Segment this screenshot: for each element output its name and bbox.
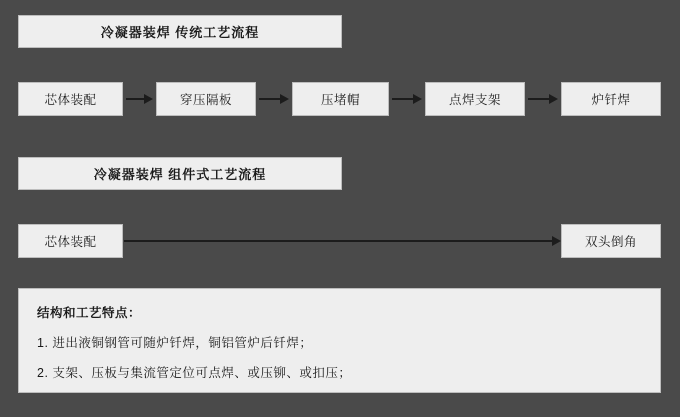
- process-box-core-assembly-2: [18, 224, 123, 258]
- notes-title: 结构和工艺特点：: [37, 306, 142, 320]
- process-box-label: 炉钎焊: [591, 93, 631, 107]
- process-box-core-assembly-1: [18, 82, 123, 116]
- process-box-label: 芯体装配: [44, 235, 97, 249]
- process-box-label: 穿压隔板: [179, 93, 232, 107]
- arrow-line: [392, 98, 413, 100]
- section-title-modular: [18, 157, 342, 190]
- flow-arrow-1: [126, 95, 153, 103]
- arrow-line: [259, 98, 280, 100]
- arrow-head: [552, 236, 561, 246]
- process-box-label: 双头倒角: [584, 235, 637, 249]
- process-box-label: 芯体装配: [44, 93, 97, 107]
- flow-arrow-3: [392, 95, 422, 103]
- arrow-line: [126, 98, 144, 100]
- process-box-label: 点焊支架: [448, 93, 501, 107]
- process-box-furnace-brazing: [561, 82, 661, 116]
- flow-arrow-4: [528, 95, 558, 103]
- arrow-head: [280, 94, 289, 104]
- arrow-head: [413, 94, 422, 104]
- process-box-baffle: [156, 82, 256, 116]
- arrow-head: [549, 94, 558, 104]
- arrow-line: [528, 98, 549, 100]
- notes-panel: [18, 288, 661, 393]
- section-title-traditional: [18, 15, 342, 48]
- process-box-label: 压堵帽: [320, 93, 360, 107]
- process-box-plug-cap: [292, 82, 389, 116]
- section-title-traditional-label: 冷凝器装焊 传统工艺流程: [100, 25, 260, 40]
- section-title-modular-label: 冷凝器装焊 组件式工艺流程: [93, 167, 267, 182]
- flow-arrow-long: [124, 237, 561, 245]
- arrow-head: [144, 94, 153, 104]
- process-box-spot-weld-bracket: [425, 82, 525, 116]
- flow-arrow-2: [259, 95, 289, 103]
- notes-line-2: 2. 支架、压板与集流管定位可点焊、或压铆、或扣压；: [37, 366, 352, 380]
- arrow-line: [124, 240, 552, 242]
- notes-line-1: 1. 进出液铜钢管可随炉钎焊，铜铝管炉后钎焊；: [37, 336, 313, 350]
- process-box-double-head-chamfer: [561, 224, 661, 258]
